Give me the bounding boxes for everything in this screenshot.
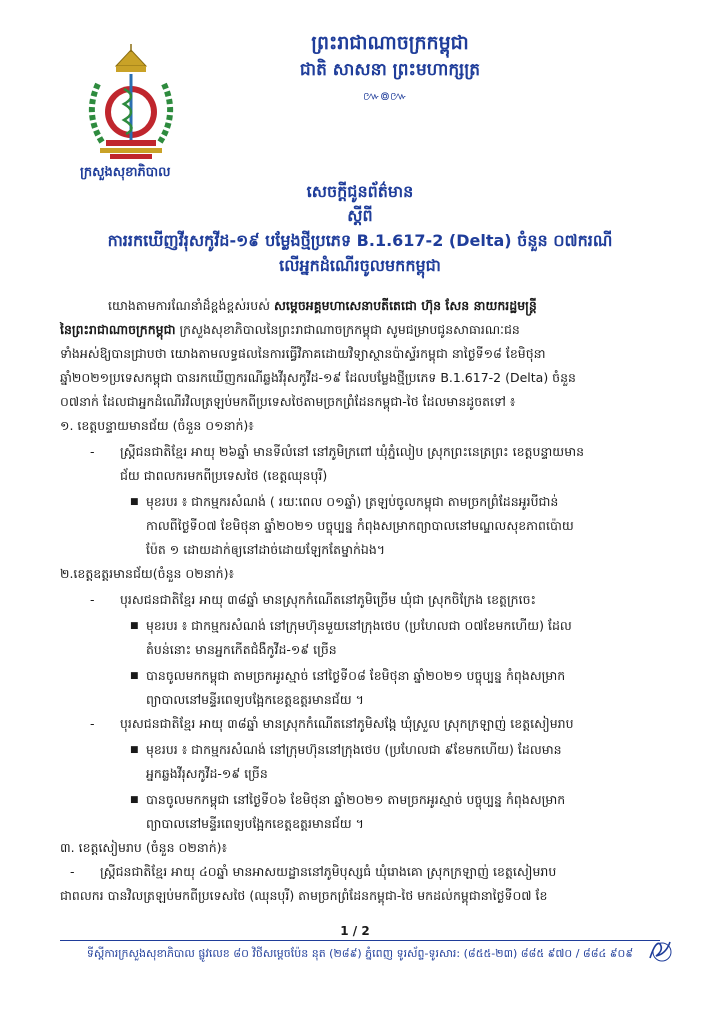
intro-line-2 xyxy=(60,318,660,342)
dash-marker: - xyxy=(90,716,95,731)
dash-marker: - xyxy=(70,864,75,879)
case-detail-cont: កាលពីថ្ងៃទី០៧ ខែមិថុនា ឆ្នាំ២០២១ បច្ចុប្បន្ន កំពុងសម្រាកព្យាបាលនៅមណ្ឌលសុខភាពប៉ោយ xyxy=(146,518,574,533)
case-description-cont: ជាពលករ បានវិលត្រឡប់មកពីប្រទេសថៃ (ឈុនបុរី) តាមច្រកព្រំដែនកម្ពុជា-ថៃ មកដល់កម្ពុជានាថ្ងៃទី០៧ ខែ xyxy=(60,888,548,903)
intro-text: ក្រសួងសុខាភិបាលនៃព្រះរាជាណាចក្រកម្ពុជា សូមជម្រាបជូនសាធារណៈជន xyxy=(175,322,520,337)
case-detail: ■ មុខរបរ ៖ ជាកម្មករសំណង់ នៅក្រុមហ៊ុនមួយនៅក្រុងថេប (ប្រហែលជា ០៧ខែមកហើយ) ដែល xyxy=(146,614,660,638)
ornament-flourish: ៚៙៚ xyxy=(363,89,407,103)
page-number: 1 / 2 xyxy=(340,924,370,938)
title-subject-2: លើអ្នកដំណើរចូលមកកម្ពុជា xyxy=(279,256,441,275)
ministry-of-health-logo xyxy=(76,44,186,168)
case-detail: ■ បានចូលមកកម្ពុជា តាមច្រកអូរស្មាច់ នៅថ្ងៃទី០៨ ខែមិថុនា ឆ្នាំ២០២១ បច្ចុប្បន្ន កំពុងសម្រាក xyxy=(146,664,660,688)
case-detail: ■ មុខរបរ ៖ ជាកម្មករសំណង់ នៅក្រុមហ៊ុននៅក្រុងថេប (ប្រហែលជា ៩ខែមកហើយ) ដែលមាន xyxy=(146,738,660,762)
kingdom-header: ព្រះរាជាណាចក្រកម្ពុជា xyxy=(311,32,469,54)
ministry-name: ក្រសួងសុខាភិបាល xyxy=(80,165,171,180)
case-detail: ■ បានចូលមកកម្ពុជា នៅថ្ងៃទី០៦ ខែមិថុនា ឆ្នាំ២០២១ តាមច្រកអូរស្មាច់ បច្ចុប្បន្ន កំពុងសម្រាក xyxy=(146,788,660,812)
bullet-square-icon: ■ xyxy=(130,795,139,805)
bullet-square-icon: ■ xyxy=(130,497,139,507)
case-description-cont: ជ័យ ជាពលករមកពីប្រទេសថៃ (ខេត្តឈុនបុរី) xyxy=(120,468,328,483)
national-motto: ជាតិ សាសនា ព្រះមហាក្សត្រ xyxy=(299,60,481,80)
intro-line-5: ០៧នាក់ ដែលជាអ្នកដំណើរវិលត្រឡប់មកពីប្រទេសថៃតាមច្រកព្រំដែនកម្ពុជា-ថៃ ដែលមានដូចតទៅ ៖ xyxy=(60,394,516,409)
initials-signature-icon xyxy=(646,936,674,964)
title-regarding: ស្ដីពី xyxy=(347,206,373,225)
kingdom-name: នៃព្រះរាជាណាចក្រកម្ពុជា xyxy=(60,322,176,337)
section-heading: ១. ខេត្តបន្ទាយមានជ័យ (ចំនួន ០១នាក់)៖ xyxy=(60,418,254,433)
case-detail-cont: តំបន់នោះ មានអ្នកកើតជំងឺកូវីដ-១៩ ច្រើន xyxy=(146,642,337,657)
title-press-release: សេចក្ដីជូនព័ត៌មាន xyxy=(306,182,414,201)
case-detail: ■ មុខរបរ ៖ ជាកម្មករសំណង់ ( រយៈពេល ០១ឆ្នាំ) ត្រឡប់ចូលកម្ពុជា តាមច្រកព្រំដែនអូរបីជាន់ xyxy=(146,490,660,514)
bullet-square-icon: ■ xyxy=(130,671,139,681)
case-detail-cont: អ្នកឆ្លងវីរុសកូវីដ-១៩ ច្រើន xyxy=(146,766,268,781)
intro-line-3: ទាំងអស់ឱ្យបានជ្រាបថា យោងតាមលទ្ធផលនៃការធ្វើវិភាគដោយវិទ្យាស្ថានប៉ាស្ទ័រកម្ពុជា នាថ្ងៃទី១៨ ខែមិថុនា xyxy=(60,346,546,361)
case-detail-cont: ព្យាបាលនៅមន្ទីរពេទ្យបង្អែកខេត្តឧត្តរមានជ័យ ។ xyxy=(146,692,364,707)
intro-line-1 xyxy=(60,294,660,318)
dash-marker: - xyxy=(90,592,95,607)
intro-text: យោងតាមការណែនាំដ៏ខ្ពង់ខ្ពស់របស់ xyxy=(108,298,275,313)
footer-divider xyxy=(60,940,660,941)
case-description: - បុរសជនជាតិខ្មែរ អាយុ ៣៨ឆ្នាំ មានស្រុកកំណើតនៅភូមិសង្កែ ឃុំស្រួល ស្រុកក្រឡាញ់ ខេត្តសៀមរាប xyxy=(90,712,660,736)
case-detail-cont: ប៉ែត ១ ដោយដាក់ឲ្យនៅដាច់ដោយឡែកតែម្នាក់ឯង។ xyxy=(146,542,386,557)
case-description: - ស្ត្រីជនជាតិខ្មែរ អាយុ ៤០ឆ្នាំ មានអាសយដ្ឋាននៅភូមិបុស្សធំ ឃុំរោងគោ ស្រុកក្រឡាញ់ ខេត្តសៀមរាប xyxy=(70,860,660,884)
dash-marker: - xyxy=(90,444,95,459)
crown-icon xyxy=(116,44,146,72)
bullet-square-icon: ■ xyxy=(130,745,139,755)
section-heading: ៣. ខេត្តសៀមរាប (ចំនួន ០២នាក់)៖ xyxy=(60,840,228,855)
case-description: - ស្ត្រីជនជាតិខ្មែរ អាយុ ២៦ឆ្នាំ មានទីលំនៅ នៅភូមិក្រពៅ ឃុំភ្នំលៀប ស្រុកព្រះនេត្រព្រះ ខេត្តបន្ទាយមាន xyxy=(90,440,660,464)
intro-line-4: ឆ្នាំ២០២១ប្រទេសកម្ពុជា បានរកឃើញករណីឆ្លងវីរុសកូវីដ-១៩ ដែលបម្លែងថ្មីប្រភេទ B.1.617-2 (Delta) ចំនួន xyxy=(60,370,576,385)
case-description: - បុរសជនជាតិខ្មែរ អាយុ ៣៨ឆ្នាំ មានស្រុកកំណើតនៅភូមិច្រើម ឃុំជា ស្រុកចិក្រែង ខេត្តក្រចេះ xyxy=(90,588,660,612)
footer-address: ទីស្តីការក្រសួងសុខាភិបាល ផ្លូវលេខ ៨០ វិថីសម្តេចប៉ែន នុត (២៨៩) ភ្នំពេញ ទូរស័ព្ទ-ទូរសារ: (៨៥៥-២៣) ៨៨៥ ៩៧០ / ៨៨៤ ៩០៩ xyxy=(86,947,634,960)
title-subject: ការរកឃើញវីរុសកូវីដ-១៩ បម្លែងថ្មីប្រភេទ B.1.617-2 (Delta) ចំនួន ០៧ករណី xyxy=(107,231,613,250)
pm-title: សម្ដេចអគ្គមហាសេនាបតីតេជោ ហ៊ុន សែន នាយករដ្ឋមន្ត្រី xyxy=(274,298,537,313)
bullet-square-icon: ■ xyxy=(130,621,139,631)
section-heading: ២.ខេត្តឧត្ដរមានជ័យ(ចំនួន ០២នាក់)៖ xyxy=(60,566,234,581)
case-detail-cont: ព្យាបាលនៅមន្ទីរពេទ្យបង្អែកខេត្តឧត្តរមានជ័យ ។ xyxy=(146,816,364,831)
